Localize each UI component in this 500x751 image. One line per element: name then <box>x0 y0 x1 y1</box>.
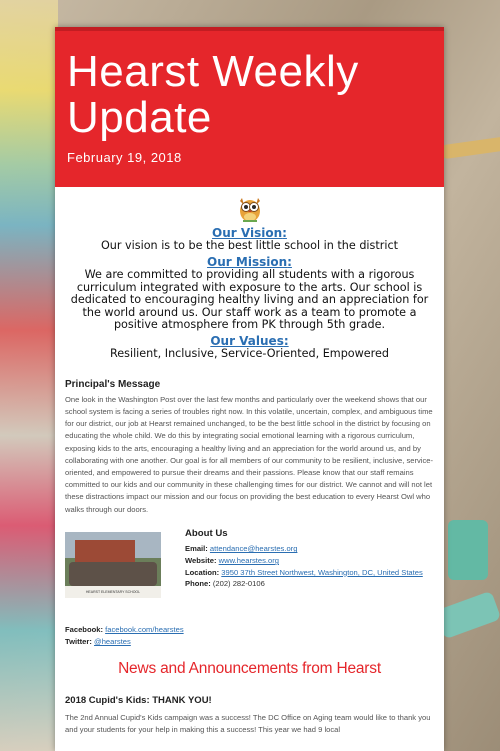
vision-text: Our vision is to be the best little school in the district <box>100 239 398 252</box>
principal-message-title: Principal's Message <box>65 378 161 390</box>
phone-number: (202) 282-0106 <box>212 579 265 589</box>
values-heading: Our Values: <box>210 334 289 349</box>
about-us-info <box>185 528 435 590</box>
header-banner <box>55 27 444 187</box>
vision-heading: Our Vision: <box>212 226 287 240</box>
twitter-link[interactable]: @hearstes <box>93 636 131 646</box>
news-item-title: 2018 Cupid's Kids: THANK YOU! <box>65 694 212 706</box>
newsletter-title: Hearst Weekly Update <box>67 47 359 142</box>
values-text: Resilient, Inclusive, Service-Oriented, Empowered <box>109 347 390 361</box>
owl-logo-icon <box>237 195 263 223</box>
facebook-row: Facebook: facebook.com/hearstes <box>65 624 184 634</box>
twitter-row: Twitter: @hearstes <box>65 636 131 646</box>
about-us-title: About Us <box>185 527 228 539</box>
school-photo <box>65 532 161 598</box>
phone-row: Phone: (202) 282-0106 <box>185 579 265 589</box>
news-section-title: News and Announcements from Hearst <box>118 659 381 677</box>
facebook-link[interactable]: facebook.com/hearstes <box>105 624 184 634</box>
mission-text: We are committed to providing all students with a rigorous curriculum integrated with exposure to the arts. Our school is dedicated to encouraging healthy living and an appreciation for the world around us. Our staff work as a team to promote a positive atmosphere from PK through 5th grade. <box>70 268 429 332</box>
mission-block <box>55 226 444 361</box>
social-links <box>65 624 434 648</box>
about-us-section <box>55 528 444 624</box>
news-item-text: The 2nd Annual Cupid's Kids campaign was a success! The DC Office on Aging team would like to thank you and your students for your help in making this a success! This year we had 9 local <box>65 712 431 735</box>
mission-heading: Our Mission: <box>207 255 292 270</box>
email-row: Email: attendance@hearstes.org <box>185 544 298 554</box>
newsletter-date: February 19, 2018 <box>67 150 182 165</box>
website-link[interactable]: www.hearstes.org <box>218 556 279 566</box>
location-link[interactable]: 3950 37th Street Northwest, Washington, DC, United States <box>221 567 423 577</box>
newsletter-card <box>55 27 444 751</box>
location-row: Location: 3950 37th Street Northwest, Washington, DC, United States <box>185 567 423 577</box>
photo-caption: HEARST ELEMENTARY SCHOOL <box>65 586 161 598</box>
website-row: Website: www.hearstes.org <box>185 556 279 566</box>
email-link[interactable]: attendance@hearstes.org <box>209 544 298 554</box>
principal-message-text: One look in the Washington Post over the last few months and particularly over the weekend shows that our school system is facing a series of troubles right now. In this volatile, uncertain, complex, and ambiguous time for our district, our job at Hearst remained unchanged, to be the best little school in the district by focusing on educating the whole child. We do this by integrating social emotional learning with a rigorous curriculum, exposing kids to the arts, encouraging a healthy living and an appreciation for the world around us, and by collaborating with one another. Our goal is for all members of our community to be resilient, inclusive, service-oriented, and empowered to pursue their dreams and their passions. Please know that our staff remains committed to our kids and our community in these challenging times for our district. We cannot and will not let these distractions impact our mission and our focus on providing the best education to every Hearst Owl who walks through our doors. <box>65 394 434 514</box>
